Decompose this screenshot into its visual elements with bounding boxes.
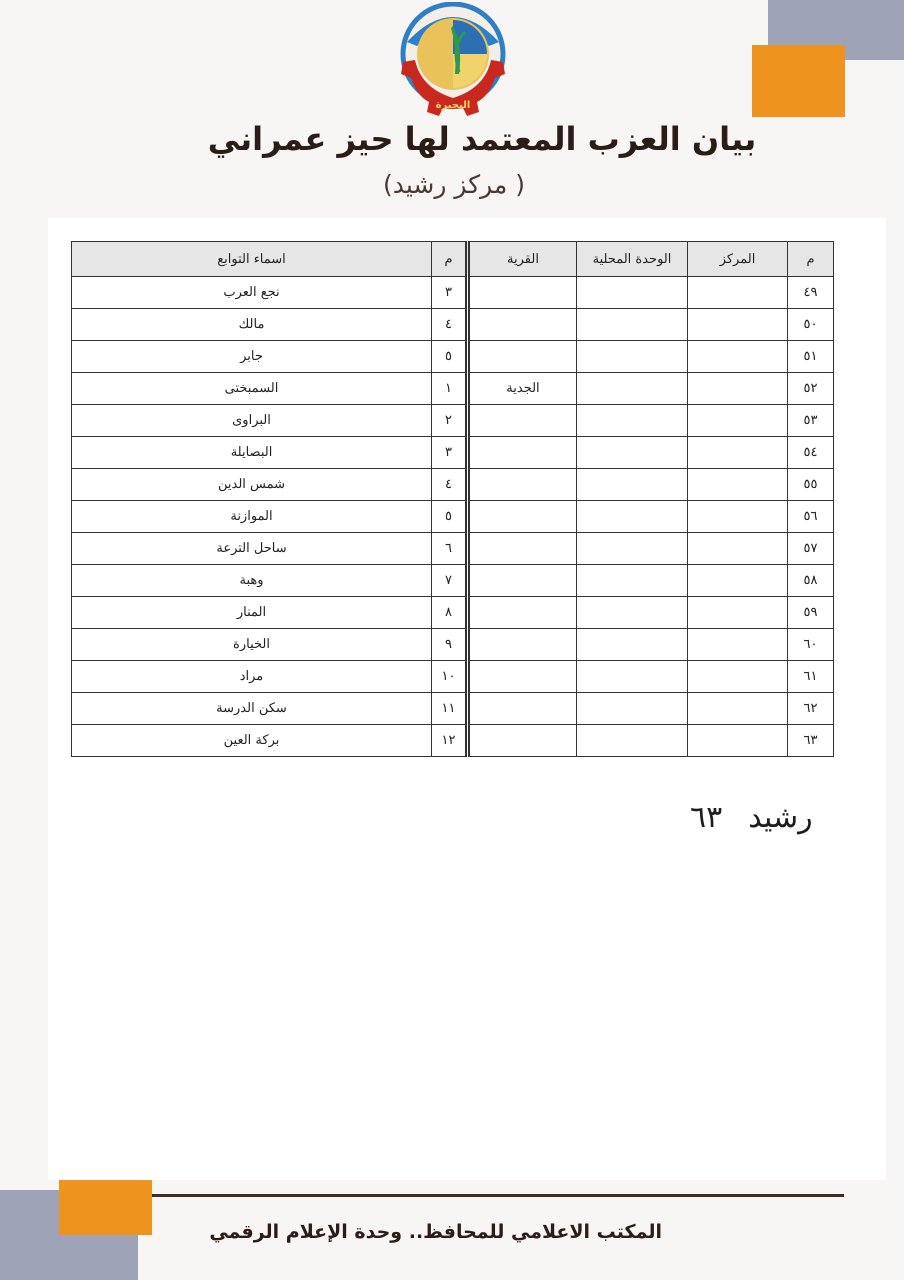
decor-orange-block-top	[752, 45, 845, 117]
cell-m: ٦١	[788, 661, 834, 693]
cell-name: وهبة	[72, 565, 432, 597]
cell-name: الخيارة	[72, 629, 432, 661]
header-wahda: الوحدة المحلية	[577, 242, 688, 277]
cell-markaz	[688, 661, 788, 693]
cell-name: بركة العين	[72, 725, 432, 757]
cell-m2: ٤	[432, 309, 468, 341]
cell-markaz	[688, 629, 788, 661]
cell-m: ٦٣	[788, 725, 834, 757]
table-row	[72, 725, 834, 757]
cell-name: جابر	[72, 341, 432, 373]
cell-wahda	[577, 341, 688, 373]
table-row	[72, 661, 834, 693]
cell-m2: ٥	[432, 341, 468, 373]
table-row	[72, 405, 834, 437]
cell-qarya	[468, 533, 577, 565]
cell-m2: ٥	[432, 501, 468, 533]
cell-m: ٥٢	[788, 373, 834, 405]
table-row	[72, 565, 834, 597]
cell-qarya	[468, 341, 577, 373]
cell-m2: ١	[432, 373, 468, 405]
cell-m: ٥٦	[788, 501, 834, 533]
cell-name: المنار	[72, 597, 432, 629]
table-row	[72, 341, 834, 373]
cell-qarya	[468, 725, 577, 757]
cell-wahda	[577, 469, 688, 501]
cell-m: ٦٢	[788, 693, 834, 725]
cell-wahda	[577, 693, 688, 725]
handwritten-word: رشيد	[748, 800, 813, 835]
table-row	[72, 629, 834, 661]
footer-divider	[152, 1194, 844, 1197]
header-qarya: القرية	[468, 242, 577, 277]
handwritten-note	[690, 800, 813, 835]
cell-name: ساحل الترعة	[72, 533, 432, 565]
cell-wahda	[577, 533, 688, 565]
cell-m2: ٧	[432, 565, 468, 597]
cell-markaz	[688, 341, 788, 373]
cell-name: نجع العرب	[72, 277, 432, 309]
cell-qarya	[468, 309, 577, 341]
cell-markaz	[688, 437, 788, 469]
cell-markaz	[688, 693, 788, 725]
cell-qarya	[468, 469, 577, 501]
cell-m2: ٨	[432, 597, 468, 629]
cell-qarya	[468, 629, 577, 661]
cell-wahda	[577, 725, 688, 757]
cell-m: ٦٠	[788, 629, 834, 661]
cell-qarya	[468, 565, 577, 597]
cell-wahda	[577, 373, 688, 405]
cell-m: ٥٠	[788, 309, 834, 341]
cell-m: ٤٩	[788, 277, 834, 309]
cell-wahda	[577, 629, 688, 661]
cell-name: البصايلة	[72, 437, 432, 469]
cell-m: ٥٤	[788, 437, 834, 469]
footer-text: المكتب الاعلامي للمحافظ.. وحدة الإعلام الرقمي	[209, 1221, 662, 1243]
cell-name: شمس الدين	[72, 469, 432, 501]
header-m: م	[788, 242, 834, 277]
cell-m2: ٢	[432, 405, 468, 437]
cell-wahda	[577, 565, 688, 597]
cell-m: ٥٥	[788, 469, 834, 501]
cell-m: ٥٣	[788, 405, 834, 437]
table-row	[72, 309, 834, 341]
cell-markaz	[688, 501, 788, 533]
table-row	[72, 693, 834, 725]
cell-wahda	[577, 501, 688, 533]
table-row	[72, 533, 834, 565]
cell-markaz	[688, 597, 788, 629]
table-row	[72, 437, 834, 469]
villages-table	[71, 241, 834, 757]
table-row	[72, 277, 834, 309]
cell-m: ٥٨	[788, 565, 834, 597]
cell-qarya	[468, 693, 577, 725]
cell-wahda	[577, 661, 688, 693]
table-row	[72, 469, 834, 501]
cell-markaz	[688, 309, 788, 341]
cell-markaz	[688, 469, 788, 501]
cell-markaz	[688, 405, 788, 437]
beheira-governorate-logo	[393, 2, 513, 120]
cell-wahda	[577, 437, 688, 469]
cell-qarya	[468, 405, 577, 437]
cell-name: مراد	[72, 661, 432, 693]
cell-m2: ٣	[432, 437, 468, 469]
cell-markaz	[688, 533, 788, 565]
cell-qarya	[468, 661, 577, 693]
cell-m: ٥٩	[788, 597, 834, 629]
cell-qarya	[468, 277, 577, 309]
cell-m2: ٣	[432, 277, 468, 309]
cell-markaz	[688, 373, 788, 405]
cell-name: السمبختى	[72, 373, 432, 405]
cell-qarya	[468, 437, 577, 469]
cell-markaz	[688, 725, 788, 757]
table-row	[72, 597, 834, 629]
cell-wahda	[577, 597, 688, 629]
cell-wahda	[577, 277, 688, 309]
table-row	[72, 373, 834, 405]
logo-text: البحيرة	[435, 100, 471, 111]
cell-m2: ١٠	[432, 661, 468, 693]
cell-wahda	[577, 309, 688, 341]
table-row	[72, 501, 834, 533]
table-header-row	[72, 242, 834, 277]
cell-m2: ٩	[432, 629, 468, 661]
cell-qarya: الجدية	[468, 373, 577, 405]
header-markaz: المركز	[688, 242, 788, 277]
cell-m2: ٤	[432, 469, 468, 501]
cell-m2: ٦	[432, 533, 468, 565]
cell-markaz	[688, 565, 788, 597]
cell-qarya	[468, 597, 577, 629]
cell-name: الموازنة	[72, 501, 432, 533]
cell-m2: ١١	[432, 693, 468, 725]
page-title: بيان العزب المعتمد لها حيز عمراني	[207, 120, 757, 158]
cell-m2: ١٢	[432, 725, 468, 757]
cell-name: مالك	[72, 309, 432, 341]
cell-m: ٥٧	[788, 533, 834, 565]
handwritten-number: ٦٣	[690, 800, 723, 835]
page-subtitle: ( مركز رشيد)	[383, 170, 525, 199]
cell-m: ٥١	[788, 341, 834, 373]
cell-qarya	[468, 501, 577, 533]
header-m2: م	[432, 242, 468, 277]
cell-markaz	[688, 277, 788, 309]
cell-wahda	[577, 405, 688, 437]
header-tawabe: اسماء التوابع	[72, 242, 432, 277]
cell-name: سكن الدرسة	[72, 693, 432, 725]
cell-name: البراوى	[72, 405, 432, 437]
